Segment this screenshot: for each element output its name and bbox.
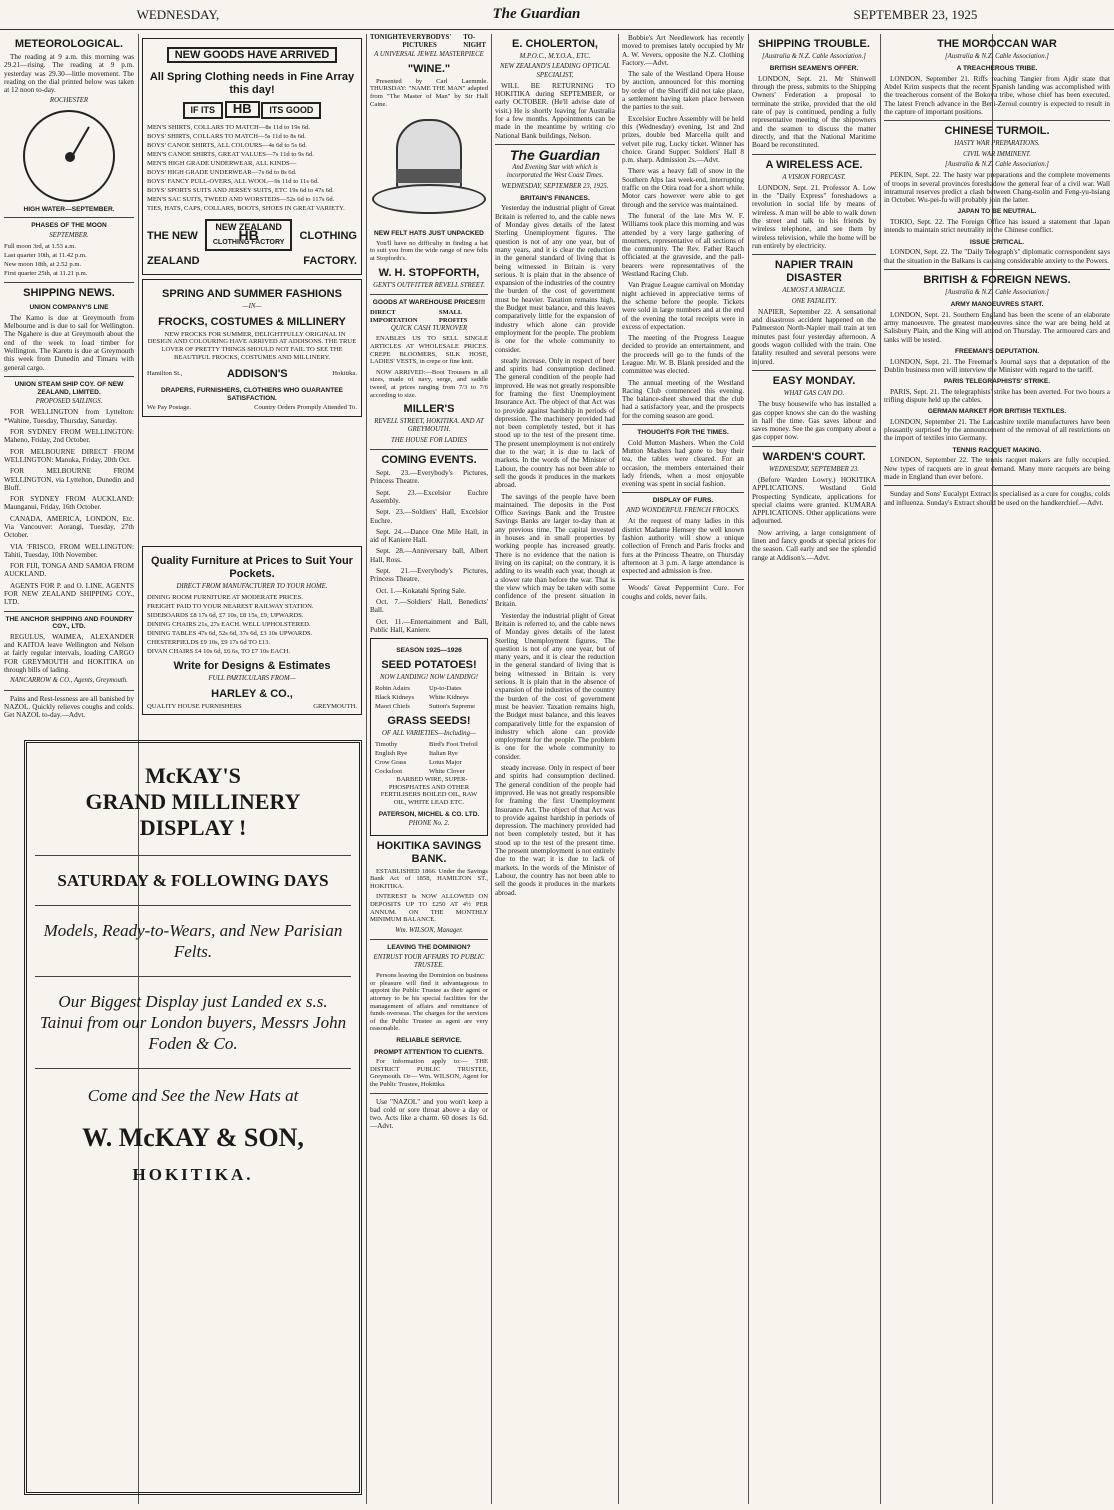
cholerton-name: E. CHOLERTON,	[512, 38, 598, 50]
wardens-title: WARDEN'S COURT.	[762, 450, 866, 463]
seamen-title: BRITISH SEAMEN'S OFFER.	[769, 65, 859, 73]
harley-name: HARLEY & CO.,	[211, 687, 293, 700]
moon-sub: SEPTEMBER.	[49, 231, 89, 239]
cholerton-text: WILL BE RETURNING TO HOKITIKA during SEPTEMBER, or early OCTOBER. (He'll advise date of visit.) He is shortly leaving for Australia for a few months. Appointments can be made in the meantime by writing c/o National Bank buildings, Nelson.	[495, 81, 615, 140]
paterson-phone: PHONE No. 2.	[408, 820, 450, 828]
shipping-text: The Kamo is due at Greymouth from Melbourne and is due to sail for Wellington. The Ngahere is due at Greymouth about the end of the week to load timber for Wellington. The Karetu is due at Greymouth this week from Dunedin and Timaru with general cargo.	[4, 313, 134, 372]
japan-title: JAPAN TO BE NEUTRAL.	[957, 208, 1037, 216]
dial-label: ROCHESTER	[49, 97, 89, 105]
divider	[35, 905, 351, 906]
guardian-title: The Guardian	[509, 146, 601, 163]
savings-interest: INTEREST Is NOW ALLOWED ON DEPOSITS UP TO £250 AT 4½ PER ANNUM. ON THE MONTHLY MINIMUM BALANCE.	[370, 893, 488, 924]
spring-headline: All Spring Clothing needs in Fine Array this day!	[149, 71, 355, 97]
felt-hat-illustration	[370, 114, 488, 224]
clothing-item: TIES, HATS, CAPS, COLLARS, BOOTS, SHOES IN GREAT VARIETY.	[147, 204, 345, 212]
cholerton-sub-2: NEW ZEALAND'S LEADING OPTICAL SPECIALIST,	[499, 63, 611, 79]
furniture-item: CHESTERFIELDS £9 10s, £9 17s 6d TO £13.	[147, 639, 271, 647]
mckay-firm: W. McKAY & SON,	[82, 1123, 304, 1152]
mckay-models: Models, Ready-to-Wears, and New Parisian Felts.	[43, 921, 343, 961]
furniture-item: FREIGHT PAID TO YOUR NEAREST RAILWAY STATION.	[147, 603, 314, 611]
route: FOR WELLINGTON from Lyttelton: *Wahine, Tuesday, Thursday, Saturday.	[4, 408, 134, 425]
editorial-text: steady increase. Only in respect of beer and spirits had consumption declined. The general condition of the people had improved. He was not greatly responsible for framing the first Unemployment Insurance Act. The object of that Act was to provide against hardship in periods of depression. The machinery provided had not been completely tested, but it has stood up to the test of the present time. The present unemployment is not entirely due to the war; it is due to lack of markets. In the words of the Minister of Labour, the country has not been able to sell the goods it produces in the markets abroad.	[495, 356, 615, 490]
grass-item: Timothy	[375, 741, 398, 749]
column-rule	[618, 34, 619, 1504]
stopforth-sub: GENT'S OUTFITTER REVELL STREET.	[373, 281, 485, 289]
write-designs: Write for Designs & Estimates	[173, 660, 331, 673]
paris-title: PARIS TELEGRAPHISTS' STRIKE.	[943, 378, 1051, 386]
sailings-title: PROPOSED SAILINGS.	[35, 398, 103, 406]
masthead-day: WEDNESDAY,	[136, 6, 220, 22]
divider	[4, 282, 134, 283]
seed-ad	[370, 638, 488, 835]
divider	[884, 120, 1110, 121]
union-title: UNION COMPANY'S LINE	[29, 304, 109, 312]
news-item: The annual meeting of the Westland Racing Club commenced this evening. The balance-sheet showed that the club had a satisfactory year, and the prospects for the coming season are good.	[622, 378, 744, 420]
column-6	[752, 34, 876, 1504]
hat-band	[396, 169, 462, 183]
fashion-in: —IN—	[242, 303, 262, 311]
addison-footer	[147, 404, 357, 412]
factory-label: FACTORY.	[303, 255, 357, 268]
nz-logo-top: NEW ZEALAND	[215, 221, 282, 232]
column-2	[142, 34, 362, 539]
column-rule	[880, 34, 881, 1504]
grass-item: Bird's Foot Trefoil	[429, 741, 478, 749]
wardens-text-2: Now arriving, a large consignment of linen and fancy goods at special prices for the season. Call early and see the splendid range at Addison's.—Advt.	[752, 528, 876, 562]
german-text: LONDON, September 21. The Lancashire textile manufacturers have been pleasantly surprised by the announcement of the removal of all restrictions on the import of textiles into Germany.	[884, 417, 1110, 443]
freeman-text: LONDON, Sept. 21. The Freeman's Journal says that a deputation of the Dublin business men will interview the Minister with regard to the tariff.	[884, 357, 1110, 374]
column-rule	[748, 34, 749, 1504]
hb-clothing-ad	[142, 38, 362, 275]
event-item: Oct. 11.—Entertainment and Ball, Public Hall, Kaniere.	[370, 617, 488, 634]
editorial-text-2: The savings of the people have been maintained. The deposits in the Post Office Savings Bank and the Trustee Savings Banks are larger to-day than at any previous time. The capital invested in houses and in small properties by working people has increased greatly. There is no evidence that the nation is living on its capital; on the contrary, it is adding to its wealth each year, though at a slower rate than before the war. That is the view which may be taken with some confidence of the present situation in Britain.	[495, 492, 615, 609]
hb-logo: HB	[225, 101, 260, 117]
moon-row: Full moon 3rd, at 1.53 a.m.	[4, 243, 76, 251]
mckay-column	[24, 740, 362, 1500]
zealand-label: ZEALAND	[147, 255, 200, 268]
route: FOR SYDNEY FROM WELLINGTON: Maheno, Friday, 2nd October.	[4, 428, 134, 445]
route: CANADA, AMERICA, LONDON, Etc. Via Vancouver: Aorangi, Tuesday, 27th October.	[4, 514, 134, 540]
addison-name: ADDISON'S	[226, 368, 288, 381]
event-item: Sept. 23.—Soldiers' Hall, Excelsior Euchre.	[370, 508, 488, 525]
treacherous-title: A TREACHEROUS TRIBE.	[956, 65, 1038, 73]
dial-centre	[65, 152, 75, 162]
japan-text: TOKIO, Sept. 22. The Foreign Office has issued a statement that Japan intends to maintain strict neutrality in the Chinese conflict.	[884, 218, 1110, 235]
civil-sub: CIVIL WAR IMMINENT.	[963, 150, 1031, 158]
critical-text: LONDON, Sept. 22. The "Daily Telegraph's" diplomatic correspondent says that the situation in the Balkans is causing considerable anxiety to the Powers.	[884, 248, 1110, 265]
divider	[4, 217, 134, 218]
high-water-title: HIGH WATER—SEPTEMBER.	[23, 205, 115, 213]
its-good-label: ITS GOOD	[261, 102, 321, 118]
divider	[35, 1068, 351, 1069]
info-text: For information apply to:— THE DISTRICT PUBLIC TRUSTEE, Greymouth. Or— Wm. WILSON, Agent for the Public Trustee, Hokitika.	[370, 1058, 488, 1088]
wireless-text: LONDON, Sept. 21. Professor A. Low in the "Daily Express" foreshadows a revolution in social life by means of wireless. A man will be able to walk down the street and talk to his friends by wireless telephone, and see them by wireless television, while the home will be run entirely by electricity.	[752, 183, 876, 250]
event-item: Oct. 1.—Kokatahi Spring Sale.	[376, 586, 466, 595]
divider	[4, 376, 134, 377]
clothing-item: BOYS' SPORTS SUITS AND JERSEY SUITS, ETC 19s 6d to 47s 6d.	[147, 186, 334, 194]
agents-text: AGENTS FOR P. and O. LINE. AGENTS FOR NEW ZEALAND SHIPPING COY., LTD.	[4, 581, 134, 607]
grass-title: GRASS SEEDS!	[387, 715, 471, 727]
grass-item: Italian Rye	[429, 750, 458, 758]
moon-title: PHASES OF THE MOON	[31, 222, 107, 230]
potato-item: White Kidneys	[429, 694, 469, 701]
guardian-sub: And Evening Star with which is incorporated the West Coast Times.	[506, 163, 604, 180]
clothing-item: BOYS' SHIRTS, COLLARS TO MATCH—5s 11d to 8s 6d.	[147, 132, 306, 140]
vision-sub: A VISION FORECAST.	[782, 173, 846, 181]
news-item: Bobbie's Art Needlework has recently moved to premises lately occupied by Mr A. W. Vevers, opposite the N.Z. Clothing Factory.—Advt.	[622, 34, 744, 67]
grass-item: Crow Grass	[375, 759, 407, 767]
british-sub: [Australia & N.Z. Cable Association.]	[945, 288, 1049, 296]
critical-title: ISSUE CRITICAL.	[969, 238, 1025, 246]
addison-trade: DRAPERS, FURNISHERS, CLOTHIERS WHO GUARANTEE SATISFACTION.	[160, 387, 344, 402]
hasty-sub: HASTY WAR PREPARATIONS.	[954, 140, 1040, 148]
harley-footer	[147, 703, 357, 711]
seed-title: SEED POTATOES!	[381, 658, 477, 671]
divider	[884, 269, 1110, 270]
mckay-ad	[24, 740, 362, 1495]
nz-clothing-factory-logo	[205, 219, 293, 252]
nz-factory-row-2	[147, 251, 357, 270]
potato-item: Maori Chiefs	[375, 703, 410, 710]
clothing-items	[147, 123, 357, 213]
divider	[622, 579, 744, 580]
divider	[752, 370, 876, 371]
furs-text: At the request of many ladies in this district Madame Hemsey the well known fashion authority will show a unique collection of French and Paris frocks and furs at the Princess Theatre, on Thursday afternoon at 3 p.m. A large attendance is expected and admission is free.	[622, 517, 744, 576]
divider	[4, 611, 134, 612]
event-item: Sept. 23.—Excelsior Euchre Assembly.	[370, 488, 488, 505]
news-item: The meeting of the Progress League decided to provide an entertainment, and the proceeds will go to the funds of the League. Mr. W. B. Blank presided and the committee was elected.	[622, 334, 744, 376]
divider	[370, 294, 488, 295]
column-3	[370, 34, 488, 1504]
clothing-item: MEN'S SHIRTS, COLLARS TO MATCH—8s 11d to 19s 6d.	[147, 123, 310, 131]
furniture-item: DINING TABLES 47s 6d, 52s 6d, 37s 6d, £3 10s UPWARDS.	[147, 630, 313, 638]
paterson-name: PATERSON, MICHEL & CO. LTD.	[378, 810, 480, 818]
savings-title: HOKITIKA SAVINGS BANK.	[376, 839, 482, 865]
addison-street: Hamilton St.,	[147, 369, 183, 377]
chinese-text: PEKIN, Sept. 22. The hasty war preparations and the complete movements of troops in several provinces foreshadow the general fear of a civil war. Wall intramural reserves predict a clash between Chang-tsolin and Feng-yu-hsiang in October. Wu-pei-fu will probably join the latter.	[884, 171, 1110, 205]
mckay-town: HOKITIKA.	[132, 1165, 254, 1184]
army-title: ARMY MANOEUVRES START.	[950, 301, 1044, 309]
divider	[370, 449, 488, 450]
wardens-text: (Before Warden Lowry.) HOKITIKA APPLICATIONS. Westland Gold Prospecting Syndicate, applications for special claims were granted. KUMARA APPLICATIONS. Other applications were adjourned.	[752, 475, 876, 526]
shipping-title: SHIPPING NEWS.	[23, 287, 115, 300]
savings-est: ESTABLISHED 1866. Under the Savings Bank Act of 1858, HAMILTON ST., HOKITIKA.	[370, 867, 488, 890]
wine-text: Presented by Carl Laemmle. THURSDAY: "NAME THE MAN" adapted from "The Master of Man" by Sir Hall Caine.	[370, 77, 488, 108]
small-label: SMALL PROFITS	[438, 308, 468, 324]
hat-brim	[372, 184, 486, 214]
direct-label: DIRECT IMPORTATION	[370, 308, 418, 324]
route: FOR MELBOURNE DIRECT FROM WELLINGTON: Manuka, Friday, 20th Oct.	[4, 447, 134, 464]
furniture-title: Quality Furniture at Prices to Suit Your Pockets.	[151, 555, 353, 580]
column-4	[495, 34, 615, 1504]
felt-title: NEW FELT HATS JUST UNPACKED	[374, 230, 484, 238]
news-item: There was a heavy fall of snow in the Southern Alps last week-end, interrupting traffic on the Otira road for a short while. Motor cars however were able to get through and the service was maintained.	[622, 167, 744, 209]
clothing-item: MEN'S CANOE SHIRTS, GREAT VALUES—7s 11d to 9s 6d.	[147, 150, 314, 158]
furniture-item: SIDEBOARDS £8 17s 6d, £7 10s, £8 15s, £9, UPWARDS.	[147, 612, 304, 620]
divider	[622, 492, 744, 493]
felt-text: You'll have no difficulty in finding a hat to suit you from the wide range of new felts at Stopforth's.	[370, 239, 488, 263]
nazol-advt: Use "NAZOL" and you won't keep a bad cold or sore throat above a day or two. Acts like a charm. 60 doses 1s 6d.—Advt.	[370, 1097, 488, 1131]
potato-item: Robin Adairs	[375, 685, 410, 692]
event-item: Sept. 23.—Everybody's Pictures, Princess Theatre.	[370, 469, 488, 486]
mckay-display: DISPLAY !	[139, 815, 247, 840]
quick-label: QUICK CASH TURNOVER	[390, 325, 468, 333]
route: FOR SYDNEY FROM AUCKLAND: Maunganui, Friday, 16th October.	[4, 495, 134, 512]
divider	[752, 446, 876, 447]
divider	[622, 424, 744, 425]
divider	[752, 154, 876, 155]
chinese-title: CHINESE TURMOIL.	[944, 125, 1050, 138]
finance-text: Yesterday the industrial plight of Great Britain is referred to, and the cable news of Monday gives details of the latest Sterling Unemployment figures. The question is not of any one year, but of many years, and it is clear the reduction in the general standard of living that is being witnessed in Britain is very serious. It is plain that in the absence of expansion of the industries of the country the burden of the cost of government must be heavier. Taxation remains high, the Budget must balance, and this leaves comparatively little for the expansion of industry which alone can provide employment for the people. The problem is one for the whole community to consider.	[495, 204, 615, 354]
tennis-text: LONDON, September 22. The tennis racquet makers are fully occupied. New types of racquets are in great demand. Many more racquets are being made in England than ever before.	[884, 456, 1110, 481]
nz-logo-bottom: CLOTHING FACTORY	[212, 239, 285, 247]
grass-item: White Clover	[429, 768, 465, 776]
napier-text: NAPIER, September 22. A sensational and disastrous accident happened on the Palmerston North-Napier mail train at ten minutes past four yesterday afternoon. A goods wagon collided with the train. One fatality resulted and several persons were injured.	[752, 307, 876, 366]
divider	[370, 939, 488, 940]
freeman-title: FREEMAN'S DEPUTATION.	[954, 347, 1040, 355]
grass-item: Cocksfoot	[375, 768, 403, 776]
met-text: The reading at 9 a.m. this morning was 29.21—rising. The reading at 9 p.m. yesterday was 29.30—little movement. The reading on the dial printed below was taken at 12 noon to-day.	[4, 53, 134, 95]
fert-text: BARBED WIRE, SUPER-PHOSPHATES AND OTHER FERTILISERS BOILED OIL, RAW OIL, WHITE LEAD ETC.	[380, 776, 478, 807]
event-item: Sept. 28.—Anniversary ball, Albert Hall, Ross.	[370, 547, 488, 564]
prompt-text: PROMPT ATTENTION TO CLIENTS.	[374, 1048, 484, 1056]
route: VIA 'FRISCO, FROM WELLINGTON: Tahiti, Tuesday, 10th November.	[4, 542, 134, 559]
furniture-item: DIVAN CHAIRS £4 10s 6d, £6 6s, TO £7 10s EACH.	[147, 648, 291, 656]
potato-item: Up-to-Dates	[429, 685, 462, 692]
news-item: Van Prague League carnival on Monday night achieved in appreciative terms of the scheme before the people. Tickets were sold in large numbers and at the end of the evening the total receipts were in excess of expectation.	[622, 281, 744, 331]
ussco-title: UNION STEAM SHIP COY. OF NEW ZEALAND, LIMITED.	[14, 380, 124, 396]
harley-town: GREYMOUTH.	[313, 702, 357, 710]
mckay-come: Come and See the New Hats at	[87, 1086, 299, 1105]
thoughts-text: Cold Mutton Mashers. When the Cold Mutton Mashers had gone to buy their tea, the tables were cleared. For an occasion, the members entertained their lady friends, when a most enjoyable evening was spent in social fashion.	[622, 438, 744, 489]
divider	[370, 1093, 488, 1094]
mckay-name: McKAY'S	[145, 763, 241, 788]
wireless-title: A WIRELESS ACE.	[765, 158, 863, 171]
goods-title: GOODS AT WAREHOUSE PRICES!!!	[372, 298, 486, 306]
furniture-sub: DIRECT FROM MANUFACTURER TO YOUR HOME.	[176, 583, 328, 590]
moon-row: Last quarter 10th, at 11.42 p.m.	[4, 252, 87, 260]
millers-name: MILLER'S	[403, 403, 455, 416]
furniture-item: DINING ROOM FURNITURE AT MODERATE PRICES.	[147, 594, 303, 602]
if-its-label: IF ITS	[183, 102, 224, 118]
millers-sub: THE HOUSE FOR LADIES	[390, 436, 468, 444]
divider	[35, 976, 351, 977]
divider	[495, 144, 615, 145]
cholerton-sub: M.P.O.C., M.Y.O.A., ETC.	[519, 53, 591, 60]
leaving-title: LEAVING THE DOMINION?	[387, 944, 471, 952]
millers-addr: REVELL STREET, HOKITIKA. AND AT GREYMOUTH.	[374, 418, 484, 434]
napier-title: NAPIER TRAIN DISASTER	[774, 259, 854, 285]
nz-factory-row	[147, 219, 357, 252]
clothing-item: MEN'S HIGH GRADE UNDERWEAR, ALL KINDS—	[147, 159, 297, 167]
editorial-text-3: Yesterday the industrial plight of Great Britain is referred to, and the cable news of Monday gives details of the latest Sterling Unemployment figures. The question is not of any one year, but of many years, and it is clear the reduction in the general standard of living that is being witnessed in Britain is very serious. It is plain that in the absence of expansion of the industries of the country the burden of the cost of government must be heavier. Taxation remains high, the Budget must balance, and this leaves comparatively little for the expansion of industry which alone can provide employment for the people. The problem is one for the whole community to consider.	[495, 611, 615, 761]
wardens-date: WEDNESDAY, SEPTEMBER 23.	[769, 465, 859, 473]
anchor-agent: NANCARROW & CO., Agents, Greymouth.	[10, 677, 128, 685]
grass-item: Lotus Major	[429, 759, 462, 767]
new-goods-banner: NEW GOODS HAVE ARRIVED	[167, 47, 338, 63]
fatality-sub: ONE FATALITY.	[791, 297, 837, 305]
the-new-label: THE NEW	[147, 229, 198, 242]
column-5	[622, 34, 744, 1504]
clothing-item: BOYS' CANOE SHIRTS, ALL COLOURS—4s 6d to 5s 6d.	[147, 141, 307, 149]
season-title: SEASON 1925—1926	[396, 647, 462, 655]
clothing-item: BOYS' HIGH GRADE UNDERWEAR—7s 6d to 8s 6d.	[147, 168, 297, 176]
savings-manager: Wm. WILSON, Manager.	[395, 926, 463, 934]
mckay-millinery: GRAND MILLINERY	[85, 789, 301, 814]
editorial-text-4: steady increase. Only in respect of beer and spirits had consumption declined. The general condition of the people had improved. He was not greatly responsible for framing the first Unemployment Insurance Act. The object of that Act was to provide against hardship in periods of depression. The machinery provided had not been completely tested, but it has stood up to the test of the present time. The present unemployment is not entirely due to the war; it is due to lack of markets. In the words of the Minister of Labour, the country has not been able to sell the goods it produces in the markets abroad.	[495, 764, 615, 897]
divider	[35, 855, 351, 856]
fashion-title: SPRING AND SUMMER FASHIONS	[162, 288, 342, 301]
harley-furniture-ad	[142, 546, 362, 715]
moon-row: First quarter 25th, at 11.21 p.m.	[4, 270, 88, 278]
trouble-sub: [Australia & N.Z. Cable Association.]	[762, 53, 866, 60]
event-item: Oct. 7.—Soldiers' Hall, Benedicts' Ball.	[370, 597, 488, 615]
entrust-title: ENTRUST YOUR AFFAIRS TO PUBLIC TRUSTEE.	[373, 953, 485, 969]
column-7	[884, 34, 1110, 1504]
news-item: The sale of the Westland Opera House by auction, announced for this morning by order of the Sheriff did not take place, a settlement having taken place between the parties to the suit.	[622, 70, 744, 112]
thoughts-title: THOUGHTS FOR THE TIMES.	[637, 429, 729, 437]
tonight-left: TONIGHT	[370, 34, 403, 41]
hb-tagline	[147, 101, 357, 118]
mckay-days: SATURDAY & FOLLOWING DAYS	[57, 871, 329, 890]
tonight-right: TO-NIGHT	[463, 34, 486, 50]
potato-item: Sutton's Supreme	[429, 703, 476, 710]
addison-row	[147, 364, 357, 383]
event-item: Sept. 21.—Everybody's Pictures, Princess Theatre.	[370, 567, 488, 584]
furniture-column	[142, 542, 362, 742]
easy-sub: WHAT GAS CAN DO.	[783, 389, 845, 397]
wine-title: "WINE."	[407, 62, 451, 75]
finance-title: BRITAIN'S FINANCES.	[520, 194, 590, 202]
country-text: Country Orders Promptly Attended To.	[254, 404, 357, 412]
harley-sub: QUALITY HOUSE FURNISHERS	[147, 702, 242, 710]
treacherous-text: LONDON, September 21. Riffs reaching Tangier from Ajdir state that Abdel Krim suspects that the recent Spanish landing was accomplished with the treacherous consent of the Bokoya tribe, whose chief has been executed. The latest French advance in the Beni-Zeroul country is expected to result in the capture of important positions.	[884, 74, 1110, 117]
potato-item: Black Kidneys	[375, 694, 415, 701]
fashion-sub: FROCKS, COSTUMES & MILLINERY	[158, 315, 346, 328]
stopforth-name: W. H. STOPFORTH,	[378, 266, 480, 279]
column-rule	[366, 34, 367, 1504]
masthead-title: The Guardian	[492, 6, 581, 22]
german-title: GERMAN MARKET FOR BRITISH TEXTILES.	[927, 408, 1067, 416]
postage-text: We Pay Postage.	[147, 404, 191, 412]
moroccan-title: THE MOROCCAN WAR	[937, 38, 1057, 50]
anchor-title: THE ANCHOR SHIPPING AND FOUNDRY COY., LTD.	[5, 615, 133, 631]
grass-list	[375, 740, 483, 776]
clothing-item: BOYS' FANCY PULL-OVERS, ALL WOOL—9s 11d to 11s 6d.	[147, 177, 319, 185]
easy-text: The busy housewife who has installed a gas copper knows she can do the washing in half the time. Gas saves labour and saves money. See the gas company about a gas copper now.	[752, 400, 876, 442]
particulars-text: FULL PARTICULARS FROM—	[208, 675, 296, 683]
potato-list	[375, 684, 483, 711]
furniture-items	[147, 593, 357, 656]
arrived-text: NOW ARRIVED:—Boot Trousers in all sizes, made of navy, serge, and saddle tweed, at prices ranging from 7/3 to 7/6 according to size.	[370, 368, 488, 399]
met-title: METEOROLOGICAL.	[14, 38, 124, 50]
fashion-text: NEW FROCKS FOR SUMMER, DELIGHTFULLY ORIGINAL IN DESIGN AND COLOURING HAVE ARRIVED AT ADDISONS. THE TRUE LOVER OF PRETTY THINGS SHOULD NOT FAIL TO SEE THE BEAUTIFUL FROCKS, COSTUMES AND MILLINERY.	[147, 330, 357, 361]
guardian-date: WEDNESDAY, SEPTEMBER 23, 1925.	[501, 182, 609, 190]
goods-text: ENABLES US TO SELL SINGLE ARTICLES AT WHOLESALE PRICES. CREPE BLOOMERS, SILK HOSE, LADIES' VESTS, in crepe or fine knit.	[370, 335, 488, 366]
moon-row: New moon 18th, at 2.52 p.m.	[4, 261, 82, 269]
event-item: Sept. 24.—Dance One Mile Hall, in aid of Kaniere Hall.	[370, 527, 488, 545]
furs-sub: AND WONDERFUL FRENCH FROCKS.	[626, 507, 740, 515]
furs-title: DISPLAY OF FURS.	[652, 497, 714, 505]
masthead-date: SEPTEMBER 23, 1925	[853, 6, 978, 22]
chinese-sub: [Australia & N.Z. Cable Association.]	[945, 160, 1049, 168]
varieties-text: OF ALL VARIETIES—Including—	[381, 730, 477, 737]
divider	[884, 485, 1110, 486]
landing-text: NOW LANDING! NOW LANDING!	[380, 673, 478, 681]
moon-list	[4, 242, 134, 278]
news-item: Excelsior Euchre Assembly will be held this (Wednesday) evening, 1st and 2nd prizes, double bed Marcella quilt and velvet pile rug, Lucky ticket. Winner has choice. Grand Supper. Soldiers' Hall 8 p.m. sharp. Admission 2s.—Advt.	[622, 114, 744, 165]
woods-advt: Woods' Great Peppermint Cure. For coughs and colds, never fails.	[622, 584, 744, 601]
clothing-label: CLOTHING	[299, 229, 357, 242]
seamen-text: LONDON, Sept. 21. Mr Shinwell through the press, submits to the Shipping Owners' Federation a proposal to terminate the strike, provided that the old rate of pay is continued, pending a fully representative meeting of the shipowners and the seamen to discuss the matter directly, and that the National Maritime Board be reconstituted.	[752, 74, 876, 150]
coming-events-title: COMING EVENTS.	[381, 454, 477, 467]
almost-sub: ALMOST A MIRACLE.	[782, 287, 846, 295]
pictures-name: EVERYBODYS' PICTURES	[402, 34, 452, 50]
addisons-ad	[142, 279, 362, 416]
moroccan-sub: [Australia & N.Z. Cable Association.]	[945, 53, 1049, 60]
nz-logo-hb: HB	[238, 226, 259, 243]
trouble-title: SHIPPING TROUBLE.	[758, 38, 870, 50]
nazol-text: Pains and Rest-lessness are all banished by NAZOL. Quickly relieves coughs and colds. Get NAZOL to-day.—Advt.	[4, 694, 134, 720]
furniture-item: DINING CHAIRS 21s, 27s EACH. WELL UPHOLSTERED.	[147, 621, 311, 629]
pictures-header	[370, 34, 488, 51]
barometer-dial	[23, 110, 115, 202]
news-item: The funeral of the late Mrs W. F. Williams took place this morning and was attended by a very large gathering of mourners, representative of all sections of the community. The Rev. Father Rauch officiated at the graveside, and the pall-bearers were representatives of the Westland Racing Club.	[622, 211, 744, 279]
route: FOR FIJI, TONGA AND SAMOA FROM AUCKLAND.	[4, 562, 134, 579]
easy-title: EASY MONDAY.	[772, 374, 856, 387]
divider	[4, 690, 134, 691]
column-rule	[491, 34, 492, 1504]
masthead	[0, 0, 1114, 30]
route: FOR MELBOURNE FROM WELLINGTON, via Lyttelton, Dunedin and Bluff.	[4, 467, 134, 492]
grass-item: English Rye	[375, 750, 408, 758]
entrust-text: Persons leaving the Dominion on business or pleasure will find it advantageous to appoint the Public Trustee as their agent or attorney to be his special facilities for the management of affairs and remittance of funds overseas. The charges for the services of the Public Trustee as agent are very reasonable.	[370, 972, 488, 1033]
british-title: BRITISH & FOREIGN NEWS.	[923, 273, 1071, 286]
jewel-text: A UNIVERSAL JEWEL MASTERPIECE	[374, 50, 484, 58]
tennis-title: TENNIS RACQUET MAKING.	[952, 446, 1042, 454]
anchor-text: REGULUS, WAIMEA, ALEXANDER and KAITOA leave Wellington and Nelson at fairly regular intervals, loading CARGO FOR GREYMOUTH and HOKITIKA on through bills of lading.	[4, 632, 134, 675]
paris-text: PARIS, Sept. 21. The telegraphists' strike has been averted. For two hours a trifling dispute held up the cables.	[884, 387, 1110, 404]
sunday-advt: Sunday and Sons' Eucalypt Extract is specialised as a cure for coughs, colds and influenza. Sunday's Extract should be used on the handkerchief.—Advt.	[884, 490, 1110, 507]
clothing-item: MEN'S SAC SUITS, TWEED AND WORSTEDS—52s 6d to 117s 6d.	[147, 195, 335, 203]
addison-town: Hokitika.	[332, 369, 357, 377]
army-text: LONDON, Sept. 21. Southern England has been the scene of an elaborate army manoeuvre. The greatest manoeuvres since the war are being held at Salisbury Plain, and the King will attend on Thursday. The armoured cars and tanks will be tested.	[884, 310, 1110, 344]
divider	[752, 254, 876, 255]
goods-row	[370, 309, 488, 326]
mckay-biggest: Our Biggest Display just Landed ex s.s. Tainui from our London buyers, Messrs John Foden & Co.	[39, 992, 347, 1053]
reliable-text: RELIABLE SERVICE.	[396, 1036, 462, 1044]
